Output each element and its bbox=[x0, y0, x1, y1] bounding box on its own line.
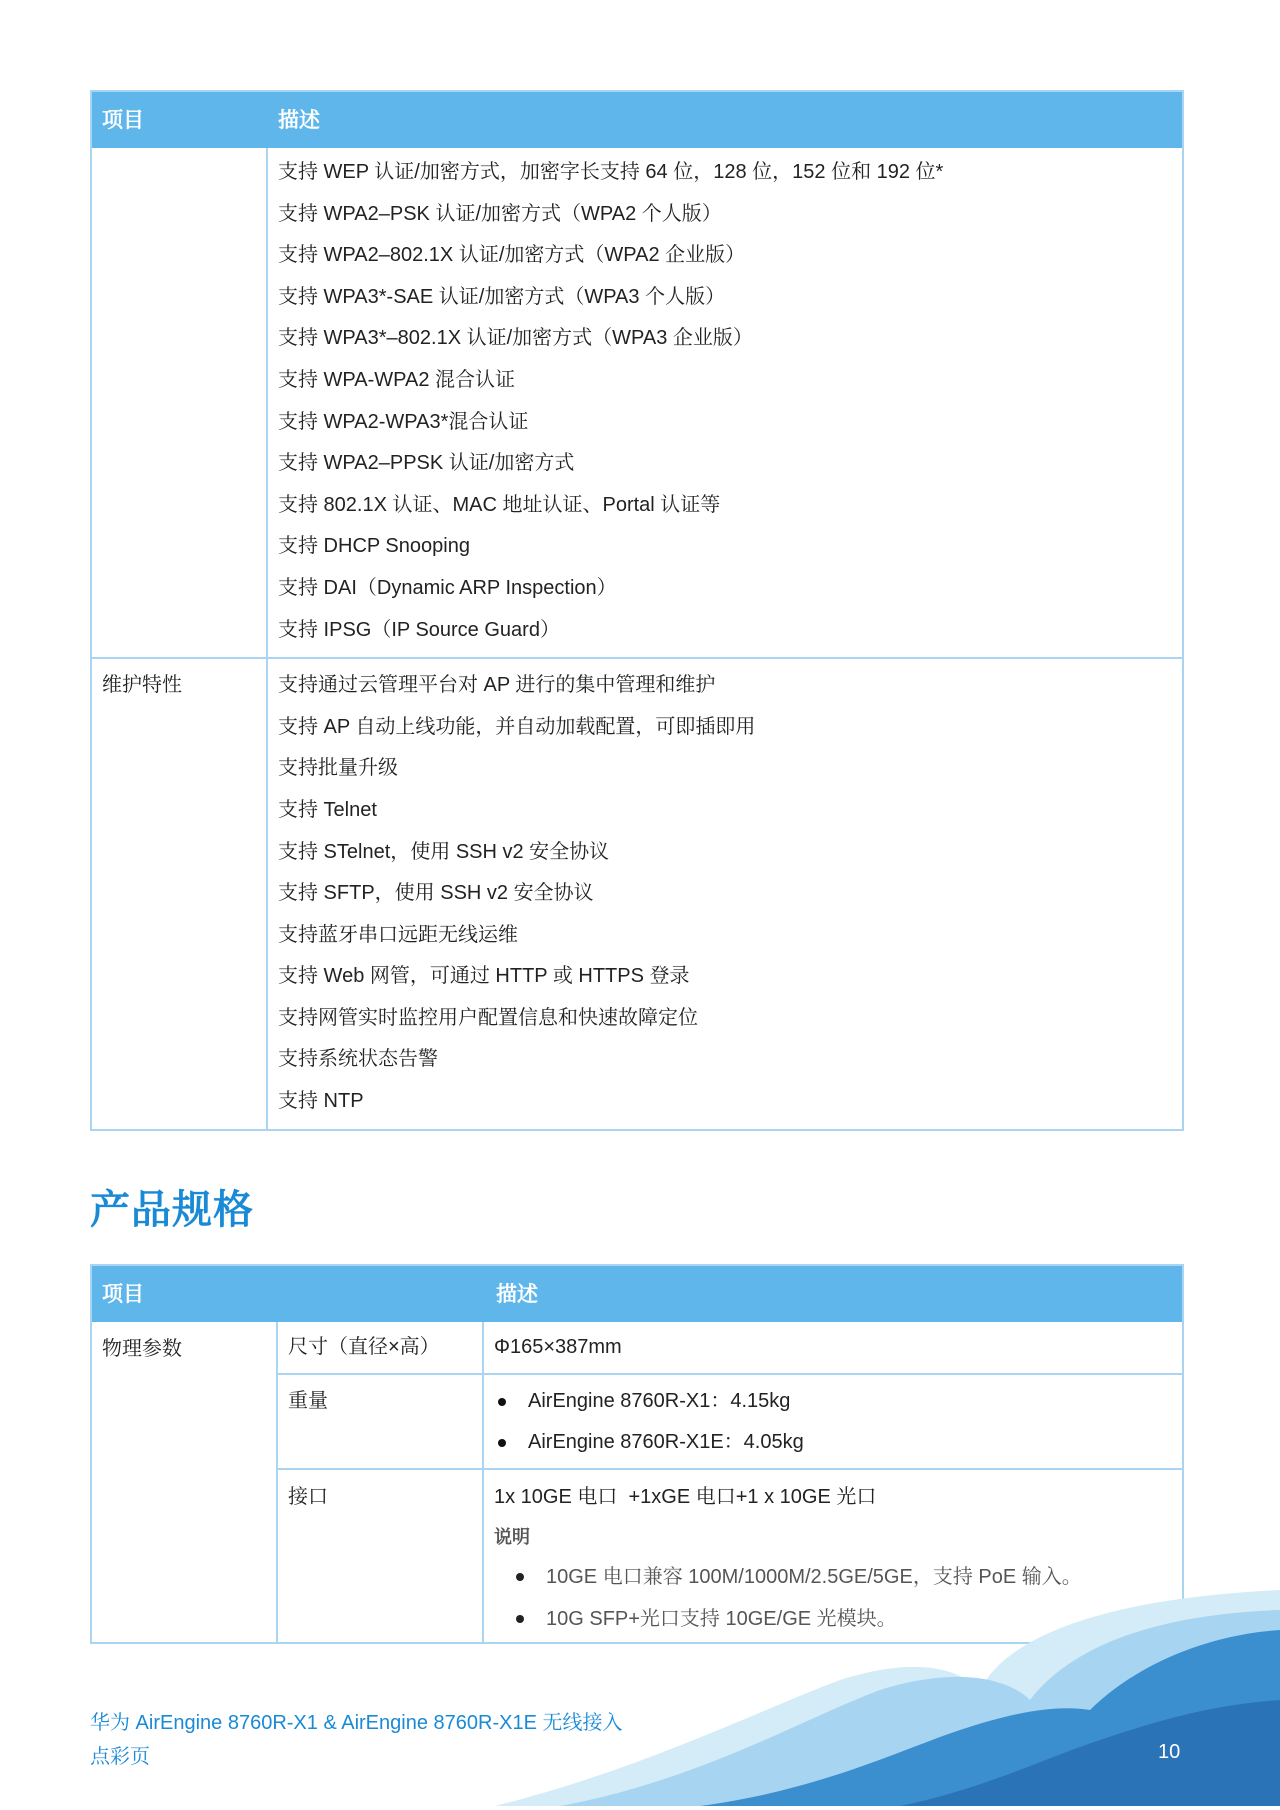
header-description: 描述 bbox=[278, 109, 320, 132]
maintenance-row bbox=[92, 657, 1182, 1129]
interface-label: 接口 bbox=[278, 1470, 484, 1642]
description-line: 支持 802.1X 认证、MAC 地址认证、Portal 认证等 bbox=[278, 493, 721, 516]
description-line: 支持蓝牙串口远距无线运维 bbox=[278, 923, 518, 946]
weight-item bbox=[494, 1422, 804, 1463]
description-line: 支持 Web 网管，可通过 HTTP 或 HTTPS 登录 bbox=[278, 965, 690, 988]
group-label: 物理参数 bbox=[92, 1322, 278, 1642]
note-text: 10G SFP+光口支持 10GE/GE 光模块。 bbox=[546, 1608, 897, 1630]
description-line: 支持 DAI（Dynamic ARP Inspection） bbox=[278, 576, 617, 599]
header-item: 项目 bbox=[102, 1283, 144, 1306]
bullet-icon bbox=[498, 1398, 506, 1406]
weight-row bbox=[278, 1373, 1182, 1468]
table-header bbox=[92, 92, 1182, 148]
size-value: Φ165×387mm bbox=[494, 1336, 622, 1358]
description-line: 支持 WPA3*–802.1X 认证/加密方式（WPA3 企业版） bbox=[278, 327, 753, 350]
weight-item-text: AirEngine 8760R-X1：4.15kg bbox=[528, 1390, 791, 1412]
description-line: 支持网管实时监控用户配置信息和快速故障定位 bbox=[278, 1006, 698, 1029]
description-line: 支持 STelnet，使用 SSH v2 安全协议 bbox=[278, 840, 610, 863]
description-line: 支持 IPSG（IP Source Guard） bbox=[278, 618, 560, 641]
security-label-cell bbox=[92, 148, 268, 657]
security-row bbox=[92, 148, 1182, 657]
description-line: 支持 Telnet bbox=[278, 798, 377, 821]
footer-title-line2: 点彩页 bbox=[90, 1746, 150, 1768]
description-line: 支持 WPA-WPA2 混合认证 bbox=[278, 368, 516, 391]
description-line: 支持 SFTP，使用 SSH v2 安全协议 bbox=[278, 882, 594, 905]
description-line: 支持通过云管理平台对 AP 进行的集中管理和维护 bbox=[278, 674, 716, 697]
security-description bbox=[268, 148, 943, 657]
note-text: 10GE 电口兼容 100M/1000M/2.5GE/5GE，支持 PoE 输入。 bbox=[546, 1566, 1082, 1588]
description-line: 支持批量升级 bbox=[278, 757, 398, 780]
note-title: 说明 bbox=[494, 1527, 530, 1547]
spec-table bbox=[90, 1264, 1184, 1644]
weight-label: 重量 bbox=[278, 1375, 484, 1468]
spec-table-header bbox=[92, 1266, 1182, 1322]
description-line: 支持 DHCP Snooping bbox=[278, 535, 470, 558]
bullet-icon bbox=[498, 1439, 506, 1447]
section-title: 产品规格 bbox=[90, 1188, 254, 1232]
bullet-icon bbox=[516, 1573, 524, 1581]
description-line: 支持 WPA2-WPA3*混合认证 bbox=[278, 410, 529, 433]
footer-wave-graphic bbox=[0, 1590, 1280, 1810]
weight-item bbox=[494, 1381, 804, 1422]
header-description: 描述 bbox=[496, 1283, 538, 1306]
maintenance-label: 维护特性 bbox=[92, 659, 268, 1129]
description-line: 支持 WPA2–PPSK 认证/加密方式 bbox=[278, 452, 575, 475]
description-line: 支持系统状态告警 bbox=[278, 1048, 438, 1071]
footer-title-line1: 华为 AirEngine 8760R-X1 & AirEngine 8760R-X1E 无线接入 bbox=[90, 1712, 623, 1734]
header-item: 项目 bbox=[102, 109, 144, 132]
page-number: 10 bbox=[1158, 1741, 1181, 1763]
description-line: 支持 WPA2–PSK 认证/加密方式（WPA2 个人版） bbox=[278, 202, 722, 225]
feature-table bbox=[90, 90, 1184, 1131]
size-row bbox=[278, 1322, 1182, 1373]
description-line: 支持 WEP 认证/加密方式，加密字长支持 64 位，128 位，152 位和 192 位* bbox=[278, 161, 944, 183]
description-line: 支持 AP 自动上线功能，并自动加载配置，可即插即用 bbox=[278, 715, 756, 738]
description-line: 支持 WPA2–802.1X 认证/加密方式（WPA2 企业版） bbox=[278, 244, 746, 267]
weight-item-text: AirEngine 8760R-X1E：4.05kg bbox=[528, 1431, 804, 1453]
description-line: 支持 WPA3*-SAE 认证/加密方式（WPA3 个人版） bbox=[278, 285, 726, 308]
maintenance-description bbox=[268, 659, 755, 1129]
description-line: 支持 NTP bbox=[278, 1090, 364, 1113]
weight-value bbox=[484, 1375, 804, 1468]
size-label: 尺寸（直径×高） bbox=[278, 1322, 484, 1373]
interface-text: 1x 10GE 电口 +1xGE 电口+1 x 10GE 光口 bbox=[494, 1486, 877, 1508]
